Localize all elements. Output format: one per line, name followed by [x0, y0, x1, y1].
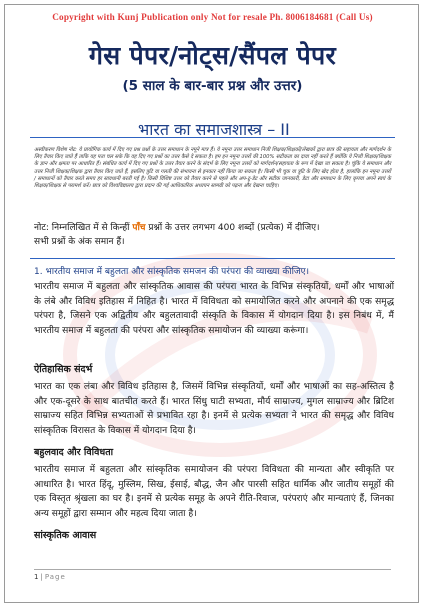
pluralism-heading: बहुलवाद और विविधता — [34, 447, 114, 458]
note-prefix: नोट: निम्नलिखित में से किन्हीं — [34, 223, 133, 233]
footer-separator: | — [40, 573, 43, 581]
main-title: गेस पेपर/नोट्स/सैंपल पेपर — [88, 41, 337, 70]
page-footer — [34, 573, 66, 581]
page-label: Page — [44, 573, 66, 581]
note-line-2: सभी प्रश्नों के अंक समान हैं। — [34, 237, 125, 247]
intro-paragraph: भारतीय समाज में बहुलता और सांस्कृतिक आवास की परंपरा भारत के विभिन्न संस्कृतियों, धर्मों और भाषाओं के लंबे और विविध इतिहास में निहित है। भारत में विविधता को समायोजित करने और अपनाने की एक समृद्ध परंपरा है, जिसने एक अद्वितीय और बहुलतावादी संस्कृति के विकास में योगदान दिया है। इस निबंध में, मैं भारतीय समाज में बहुलता की परंपरा और सांस्कृतिक समायोजन की व्याख्या करूंगा। — [34, 282, 394, 336]
footer-divider — [34, 569, 391, 570]
copyright-notice: Copyright with Kunj Publication only Not for resale Ph. 8006184681 (Call Us) — [52, 12, 373, 22]
note-suffix: प्रश्नों के उत्तर लगभग 400 शब्दों (प्रत्येक) में दीजिए। — [145, 223, 320, 233]
cultural-heading: सांस्कृतिक आवास — [34, 530, 97, 541]
note-highlight: पाँच — [132, 223, 146, 233]
question-divider — [30, 258, 395, 259]
historical-paragraph: भारत का एक लंबा और विविध इतिहास है, जिसमें विभिन्न संस्कृतियों, धर्मों और भाषाओं का सह-अस्तित्व है और एक-दूसरे के साथ बातचीत करते हैं। भारत सिंधु घाटी सभ्यता, मौर्य साम्राज्य, मुगल साम्राज्य और ब्रिटिश साम्राज्य सहित विभिन्न सभ्यताओं से प्रभावित रहा है। इनमें से प्रत्येक सभ्यता ने भारत की समृद्ध और विविध सांस्कृतिक विरासत के विकास में योगदान दिया है। — [34, 382, 394, 436]
page-number: 1 — [34, 573, 39, 581]
subtitle: (5 साल के बार-बार प्रश्न और उत्तर) — [122, 78, 303, 94]
title-divider — [30, 137, 395, 138]
section-title: भारत का समाजशास्त्र – II — [138, 120, 290, 139]
question-heading: 1. भारतीय समाज में बहुलता और सांस्कृतिक समजन की परंपरा की व्याख्या कीजिए। — [34, 267, 309, 277]
historical-heading: ऐतिहासिक संदर्भ — [34, 364, 93, 375]
disclaimer: अस्वीकरण विशेष नोट: ये प्रायोगिक कार्य में दिए गए प्रश्न प्रश्नों के उत्तर समाधान के नमूने मात्र हैं। ये नमूना उत्तर समाधान निजी शिक्षक/शिक्षकों/लेखकों द्वारा छात्र की सहायता और मार्गदर्शन के लिए तैयार किए जाते हैं ताकि यह पता चल सके कि वह दिए गए प्रश्नों का उत्तर कैसे दे सकता है। हम इन नमूना उत्तरों की 100% सटीकता का दावा नहीं करते हैं क्योंकि ये निजी शिक्षक/शिक्षक के ज्ञान और क्षमता पर आधारित हैं। संबंधित कार्य में दिए गए प्रश्नों के उत्तर तैयार करने के संदर्भ के लिए नमूना उत्तरों को मार्गदर्शन/सहायता के रूप में देखा जा सकता है। चूंकि ये समाधान और उत्तर निजी शिक्षक/शिक्षक द्वारा तैयार किए जाते हैं, इसलिए त्रुटि या गलती की संभावना से इनकार नहीं किया जा सकता है। किसी भी चूक या त्रुटि के लिए खेद होता है, हालांकि इन नमूना उत्तरों / समाधानों को तैयार करते समय हर सावधानी बरती गई है। किसी विशिष्ट उत्तर को तैयार करने से पहले और अप-टू-डेट और सटीक जानकारी, डेटा और समाधान के लिए कृपया अपने स्वयं के शिक्षक/शिक्षक से परामर्श करें। छात्र को विश्वविद्यालय द्वारा प्रदान की गई आधिकारिक अध्ययन सामग्री को पढ़ना और देखना चाहिए। — [34, 147, 391, 190]
pluralism-paragraph: भारतीय समाज में बहुलता और सांस्कृतिक समायोजन की परंपरा विविधता की मान्यता और स्वीकृति पर आधारित है। भारत हिंदू, मुस्लिम, सिख, ईसाई, बौद्ध, जैन और पारसी सहित धार्मिक और जातीय समूहों की एक विस्तृत श्रृंखला का घर है। इनमें से प्रत्येक समूह के अपने रीति-रिवाज, परंपराएं और मान्यताएं हैं, जिनका अन्य समूहों द्वारा सम्मान और महत्व दिया जाता है। — [34, 465, 394, 519]
instruction-note — [34, 221, 394, 249]
